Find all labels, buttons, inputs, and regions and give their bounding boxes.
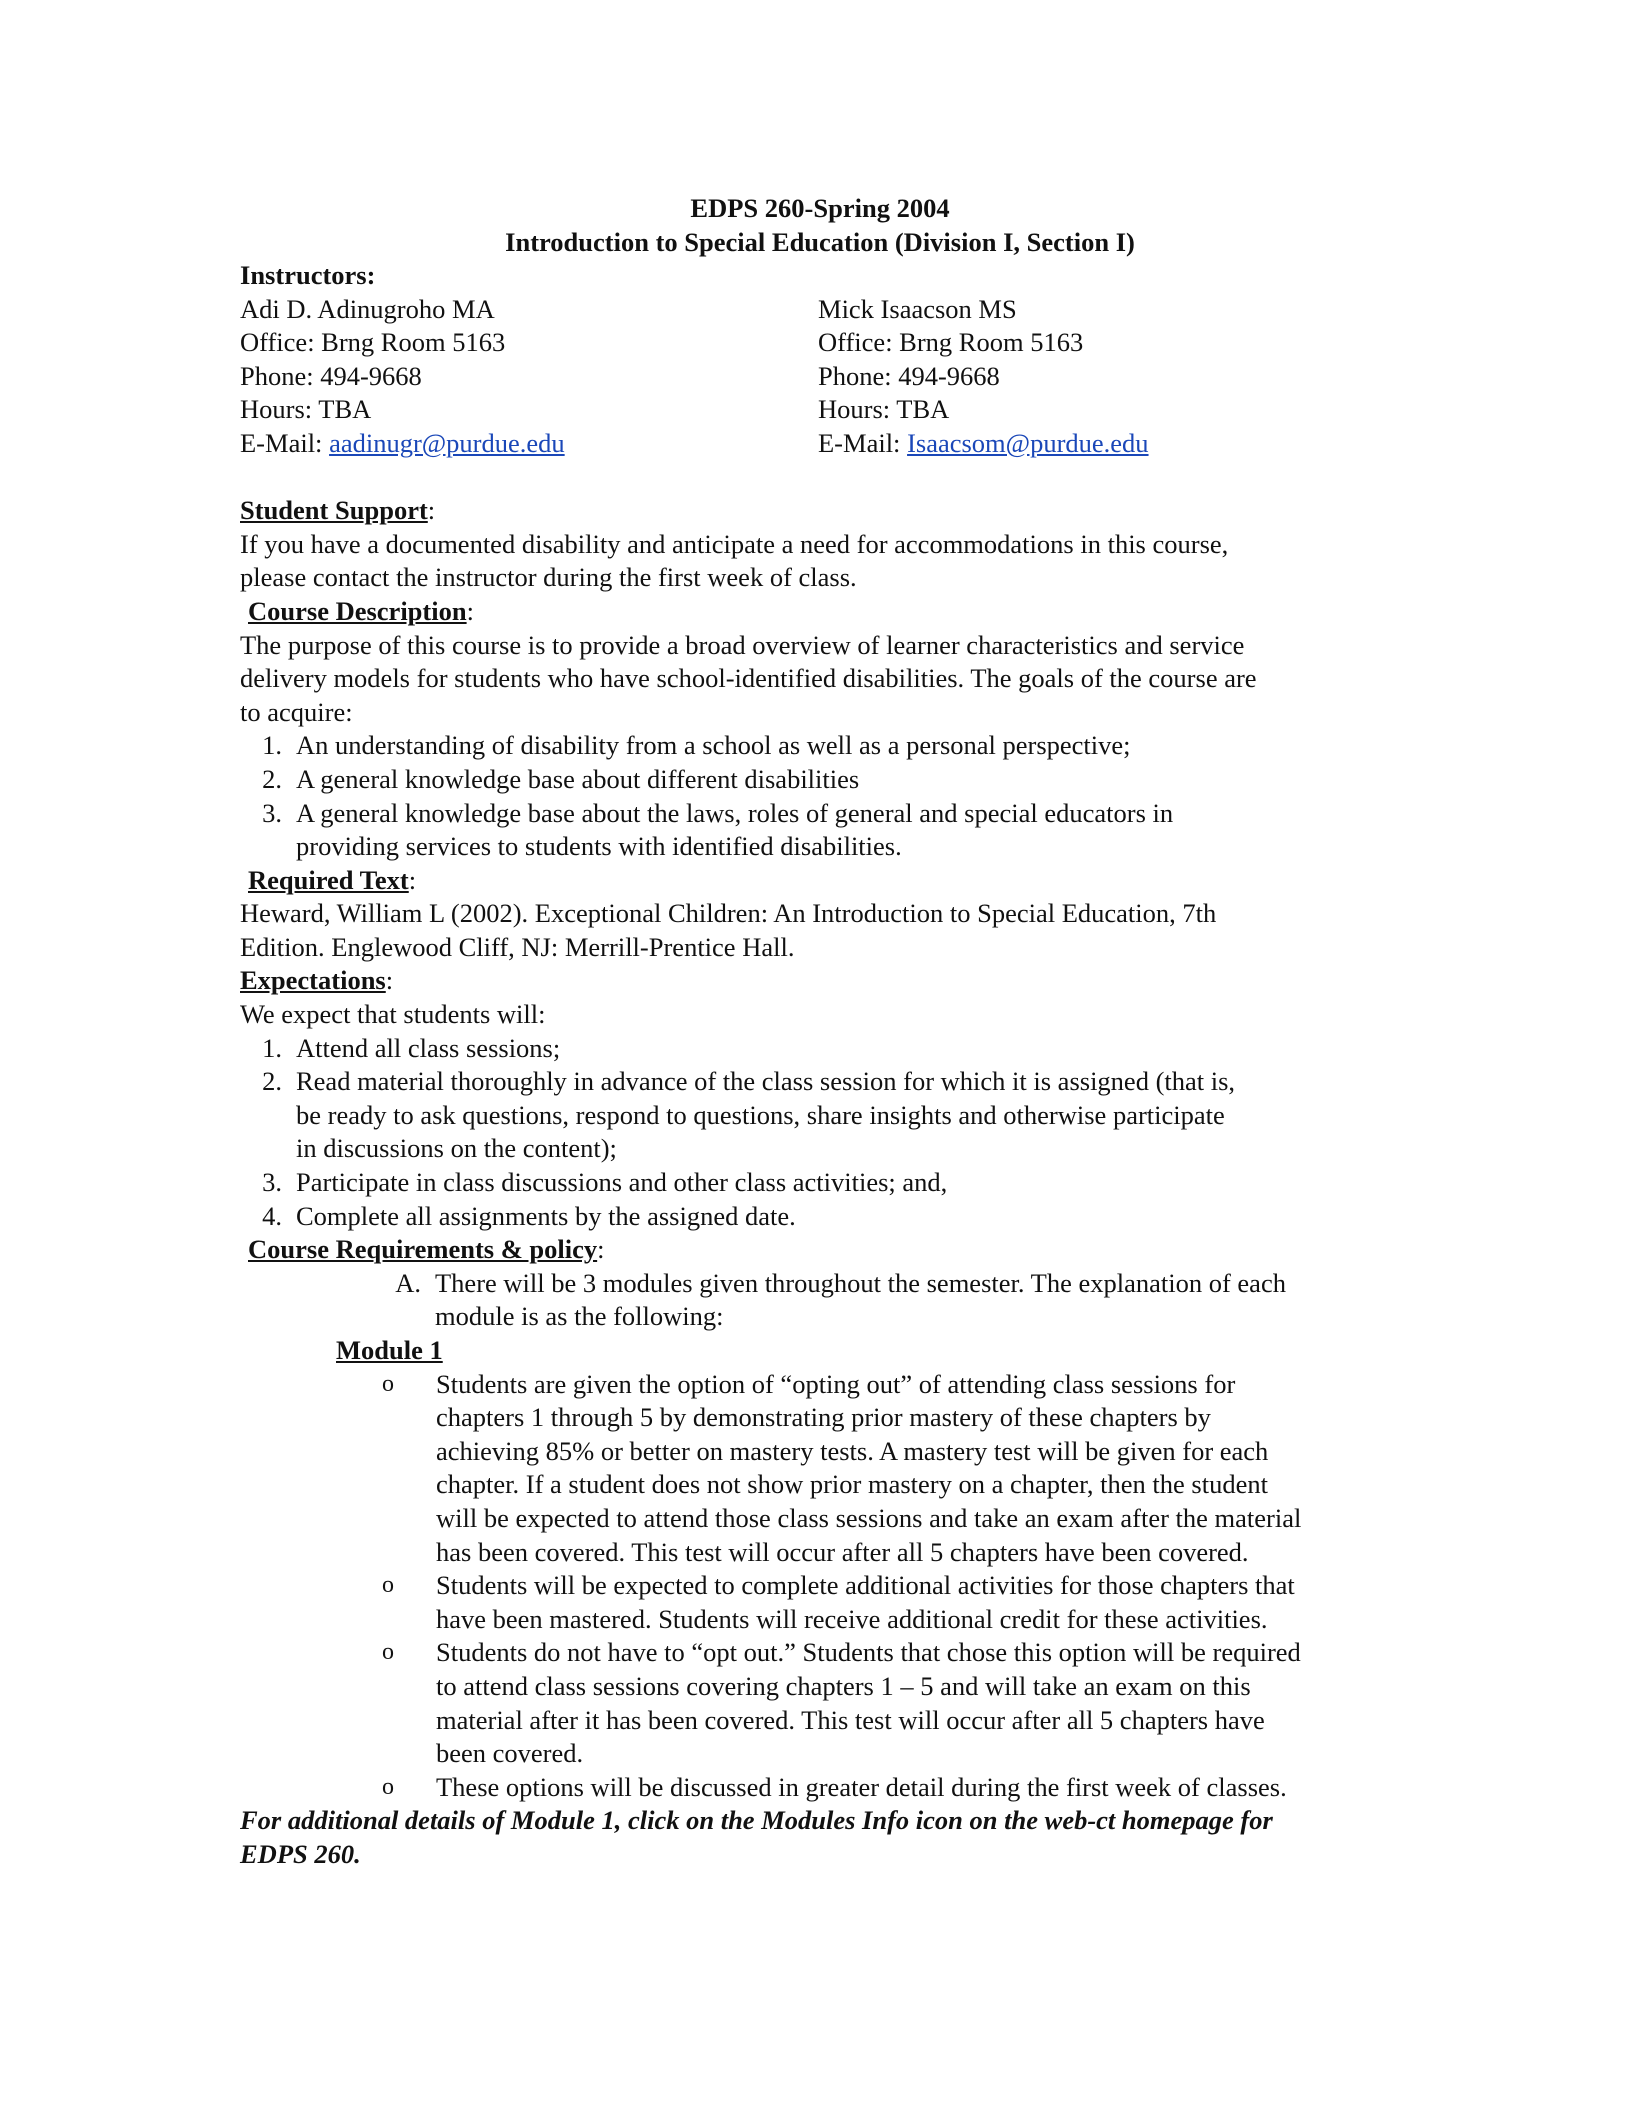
list-number: 1. [262, 730, 282, 761]
instructor-email-link[interactable]: Isaacsom@purdue.edu [907, 427, 1149, 458]
list-item [240, 1166, 1430, 1200]
bullet-item [378, 1569, 1430, 1636]
instructor-email-link[interactable]: aadinugr@purdue.edu [329, 427, 565, 458]
student-support-heading-row [240, 494, 1430, 528]
instructors-heading: Instructors: [240, 260, 376, 290]
list-text: An understanding of disability from a school as well as a personal perspective; [296, 730, 1131, 761]
requirements-heading: Course Requirements & policy [248, 1234, 598, 1265]
module-heading: Module 1 [336, 1335, 443, 1365]
list-text: module is as the following: [435, 1301, 724, 1332]
instructor-phone: Phone: 494-9668 [240, 360, 422, 391]
list-text: There will be 3 modules given throughout the semester. The explanation of each [435, 1267, 1286, 1298]
bullet-marker: o [382, 1572, 394, 1599]
heading-colon: : [408, 864, 417, 895]
list-letter: A. [395, 1267, 421, 1298]
bullet-marker: o [382, 1370, 394, 1397]
list-text: Participate in class discussions and other class activities; and, [296, 1167, 948, 1198]
bullet-item [378, 1771, 1430, 1805]
list-item [377, 1267, 1430, 1334]
student-support-heading: Student Support [240, 495, 428, 526]
bullet-text: will be expected to attend those class sessions and take an exam after the material [436, 1502, 1302, 1533]
list-number: 2. [262, 1066, 282, 1097]
bullet-text: to attend class sessions covering chapters 1 – 5 and will take an exam on this [436, 1670, 1251, 1701]
bullet-marker: o [382, 1773, 394, 1800]
paragraph-line: delivery models for students who have school-identified disabilities. The goals of the course are [240, 663, 1257, 694]
list-number: 3. [262, 1167, 282, 1198]
list-text: Complete all assignments by the assigned date. [296, 1200, 796, 1231]
instructor-office: Office: Brng Room 5163 [818, 327, 1084, 358]
list-text: Attend all class sessions; [296, 1032, 561, 1063]
list-text: Read material thoroughly in advance of the class session for which it is assigned (that is, [296, 1066, 1236, 1097]
document-body [240, 259, 1430, 1872]
bullet-text: been covered. [436, 1738, 584, 1769]
module-info-note: For additional details of Module 1, click on the Modules Info icon on the web-ct homepage for [240, 1805, 1273, 1836]
bullet-marker: o [382, 1639, 394, 1666]
email-label: E-Mail: [818, 427, 908, 458]
list-item [240, 1032, 1430, 1066]
course-description-heading-row [240, 595, 1430, 629]
expectations-heading: Expectations [240, 965, 386, 996]
heading-colon: : [427, 495, 436, 526]
list-number: 3. [262, 797, 282, 828]
instructor-name: Mick Isaacson MS [818, 293, 1017, 324]
bullet-text: has been covered. This test will occur after all 5 chapters have been covered. [436, 1536, 1249, 1567]
bullet-text: Students do not have to “opt out.” Students that chose this option will be required [436, 1637, 1301, 1668]
course-description-heading: Course Description [248, 595, 467, 626]
instructor-hours: Hours: TBA [818, 394, 950, 425]
paragraph-line: please contact the instructor during the first week of class. [240, 562, 857, 593]
instructor-name: Adi D. Adinugroho MA [240, 293, 495, 324]
list-text: providing services to students with identified disabilities. [296, 831, 902, 862]
instructor-right [818, 293, 1418, 461]
list-item [240, 763, 1430, 797]
module-info-note: EDPS 260. [240, 1838, 361, 1869]
bullet-text: material after it has been covered. This test will occur after all 5 chapters have [436, 1704, 1265, 1735]
required-text-heading: Required Text [248, 864, 409, 895]
list-item [240, 797, 1430, 864]
instructor-hours: Hours: TBA [240, 394, 372, 425]
list-number: 2. [262, 763, 282, 794]
bullet-text: chapters 1 through 5 by demonstrating prior mastery of these chapters by [436, 1402, 1211, 1433]
bullet-text: Students will be expected to complete additional activities for those chapters that [436, 1570, 1295, 1601]
bullet-item [378, 1636, 1430, 1770]
heading-colon: : [597, 1234, 605, 1265]
bullet-item [378, 1368, 1430, 1570]
paragraph-line: to acquire: [240, 696, 353, 727]
paragraph-line: We expect that students will: [240, 999, 546, 1030]
heading-colon: : [385, 965, 394, 996]
paragraph-line: If you have a documented disability and anticipate a need for accommodations in this course, [240, 528, 1229, 559]
paragraph-line: Edition. Englewood Cliff, NJ: Merrill-Prentice Hall. [240, 931, 795, 962]
instructor-left [240, 293, 818, 461]
list-text: A general knowledge base about different disabilities [296, 763, 860, 794]
list-item [240, 1065, 1430, 1166]
required-text-heading-row [240, 864, 1430, 898]
course-name-title: Introduction to Special Education (Division I, Section I) [505, 226, 1135, 257]
list-text: in discussions on the content); [296, 1133, 617, 1164]
instructor-email-row [240, 427, 818, 461]
email-label: E-Mail: [240, 427, 330, 458]
course-code-title: EDPS 260-Spring 2004 [690, 193, 950, 223]
list-number: 4. [262, 1200, 282, 1231]
bullet-text: These options will be discussed in greater detail during the first week of classes. [436, 1771, 1287, 1802]
list-text: A general knowledge base about the laws, roles of general and special educators in [296, 797, 1174, 828]
instructors-columns [240, 293, 1430, 461]
bullet-text: have been mastered. Students will receive additional credit for these activities. [436, 1603, 1268, 1634]
bullet-text: Students are given the option of “opting out” of attending class sessions for [436, 1368, 1236, 1399]
instructor-phone: Phone: 494-9668 [818, 360, 1000, 391]
list-number: 1. [262, 1032, 282, 1063]
bullet-text: achieving 85% or better on mastery tests. A mastery test will be given for each [436, 1435, 1269, 1466]
paragraph-line: The purpose of this course is to provide a broad overview of learner characteristics and service [240, 629, 1245, 660]
bullet-text: chapter. If a student does not show prior mastery on a chapter, then the student [436, 1469, 1268, 1500]
expectations-heading-row [240, 964, 1430, 998]
list-text: be ready to ask questions, respond to questions, share insights and otherwise participate [296, 1099, 1225, 1130]
list-item [240, 1200, 1430, 1234]
paragraph-line: Heward, William L (2002). Exceptional Children: An Introduction to Special Education, 7th [240, 898, 1217, 929]
list-item [240, 729, 1430, 763]
document-title [0, 192, 1640, 259]
instructor-email-row [818, 427, 1418, 461]
requirements-heading-row [240, 1233, 1430, 1267]
heading-colon: : [466, 595, 474, 626]
instructor-office: Office: Brng Room 5163 [240, 327, 506, 358]
